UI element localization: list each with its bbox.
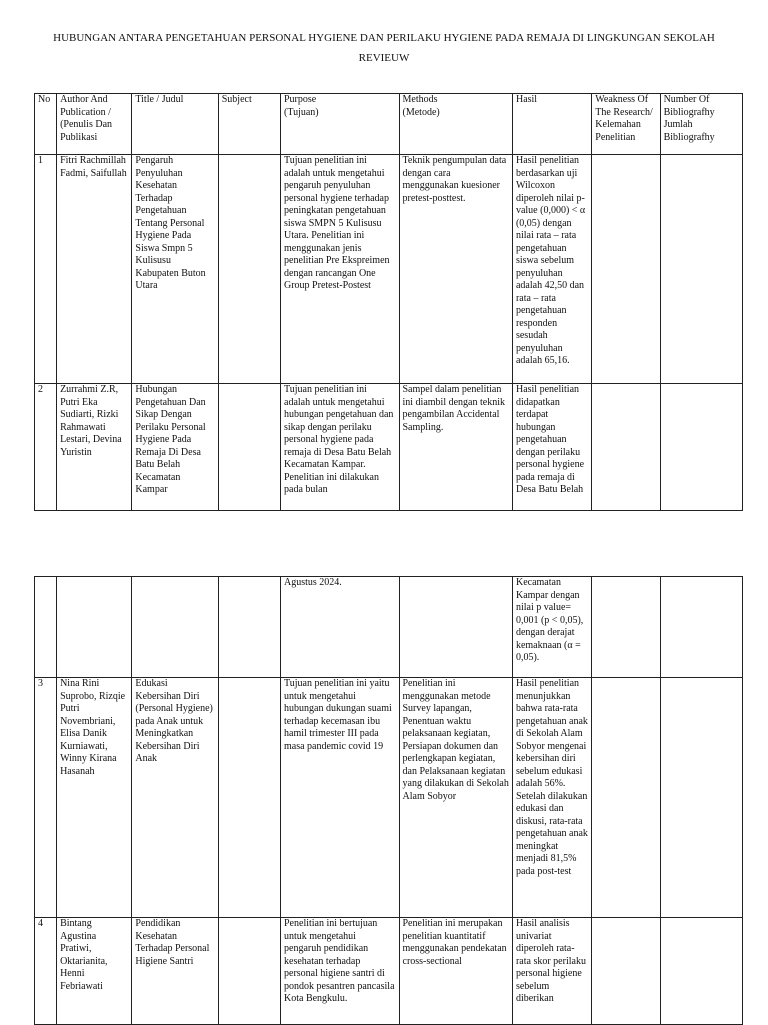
cell-author: Nina Rini Suprobo, Rizqie Putri Novembriani, Elisa Danik Kurniawati, Winny Kirana Hasanah xyxy=(57,678,132,918)
cell-methods xyxy=(399,577,512,678)
cell-hasil: Hasil penelitian didapatkan terdapat hubungan pengetahuan dengan perilaku personal hygiene pada remaja di Desa Batu Belah xyxy=(512,384,591,511)
cell-purpose: Agustus 2024. xyxy=(281,577,400,678)
cell-weakness xyxy=(592,918,660,1025)
cell-no: 4 xyxy=(35,918,57,1025)
header-subject: Subject xyxy=(218,94,280,155)
header-methods: Methods (Metode) xyxy=(399,94,512,155)
cell-author: Fitri Rachmillah Fadmi, Saifullah xyxy=(57,155,132,384)
cell-subject xyxy=(218,384,280,511)
cell-hasil: Hasil penelitian berdasarkan uji Wilcoxon diperoleh nilai p-value (0,000) < α (0,05) dengan nilai rata – rata pengetahuan siswa sebelum penyuluhan adalah 42,50 dan rata – rata pengetahuan responden sesudah penyuluhan adalah 65,16. xyxy=(512,155,591,384)
header-author: Author And Publication / (Penulis Dan Publikasi xyxy=(57,94,132,155)
cell-no: 2 xyxy=(35,384,57,511)
cell-purpose: Penelitian ini bertujuan untuk mengetahui pengaruh pendidikan kesehatan terhadap personal higiene santri di pondok pesantren pancasila Kota Bengkulu. xyxy=(281,918,400,1025)
cell-purpose: Tujuan penelitian ini adalah untuk mengetahui pengaruh penyuluhan personal hygiene terhadap peningkatan pengetahuan siswa SMPN 5 Kulisusu Utara. Penelitian ini menggunakan jenis penelitian Pre Ekspreimen dengan rancangan One Group Pretest-Postest xyxy=(281,155,400,384)
cell-number xyxy=(660,678,742,918)
cell-subject xyxy=(218,918,280,1025)
cell-weakness xyxy=(592,155,660,384)
table-row xyxy=(35,155,743,384)
cell-subject xyxy=(218,577,280,678)
cell-title: Pengaruh Penyuluhan Kesehatan Terhadap Pengetahuan Tentang Personal Hygiene Pada Siswa Smpn 5 Kulisusu Kabupaten Buton Utara xyxy=(132,155,218,384)
cell-subject xyxy=(218,678,280,918)
cell-title: Hubungan Pengetahuan Dan Sikap Dengan Perilaku Personal Hygiene Pada Remaja Di Desa Batu Belah Kecamatan Kampar xyxy=(132,384,218,511)
cell-no: 1 xyxy=(35,155,57,384)
cell-weakness xyxy=(592,384,660,511)
header-no: No xyxy=(35,94,57,155)
cell-subject xyxy=(218,155,280,384)
cell-hasil: Hasil analisis univariat diperoleh rata-rata skor perilaku personal higiene sebelum diberikan xyxy=(512,918,591,1025)
cell-title xyxy=(132,577,218,678)
cell-author xyxy=(57,577,132,678)
cell-number xyxy=(660,577,742,678)
document-subtitle: REVIEUW xyxy=(358,52,410,64)
document-title: HUBUNGAN ANTARA PENGETAHUAN PERSONAL HYGIENE DAN PERILAKU HYGIENE PADA REMAJA DI LINGKUNGAN SEKOLAH xyxy=(53,32,715,44)
table-header-row xyxy=(35,94,743,155)
cell-methods: Sampel dalam penelitian ini diambil dengan teknik pengambilan Accidental Sampling. xyxy=(399,384,512,511)
header-title: Title / Judul xyxy=(132,94,218,155)
cell-author: Bintang Agustina Pratiwi, Oktarianita, Henni Febriawati xyxy=(57,918,132,1025)
review-table-page2 xyxy=(34,576,743,1025)
cell-hasil: Kecamatan Kampar dengan nilai p value= 0,001 (p < 0,05), dengan derajat kemaknaan (α = 0,05). xyxy=(512,577,591,678)
table-row xyxy=(35,678,743,918)
cell-weakness xyxy=(592,678,660,918)
cell-number xyxy=(660,155,742,384)
cell-hasil: Hasil penelitian menunjukkan bahwa rata-rata pengetahuan anak di Sekolah Alam Sobyor mengenai kebersihan diri sebelum edukasi adalah 56%. Setelah dilakukan edukasi dan diskusi, rata-rata pengetahuan anak meningkat menjadi 81,5% pada post-test xyxy=(512,678,591,918)
header-hasil: Hasil xyxy=(512,94,591,155)
cell-number xyxy=(660,384,742,511)
cell-purpose: Tujuan penelitian ini yaitu untuk mengetahui hubungan dukungan suami terhadap kecemasan ibu hamil trimester III pada masa pandemic covid 19 xyxy=(281,678,400,918)
cell-purpose: Tujuan penelitian ini adalah untuk mengetahui hubungan pengetahuan dan sikap dengan perilaku personal hygiene pada remaja di Desa Batu Belah Kecamatan Kampar. Penelitian ini dilakukan pada bulan xyxy=(281,384,400,511)
table-row xyxy=(35,384,743,511)
table-row xyxy=(35,577,743,678)
cell-no: 3 xyxy=(35,678,57,918)
cell-methods: Penelitian ini menggunakan metode Survey lapangan, Penentuan waktu pelaksanaan kegiatan, Persiapan dokumen dan perlengkapan kegiatan, dan Pelaksanaan kegiatan yang dilakukan di Sekolah Alam Sobyor xyxy=(399,678,512,918)
cell-title: Edukasi Kebersihan Diri (Personal Hygiene) pada Anak untuk Meningkatkan Kebersihan Diri Anak xyxy=(132,678,218,918)
cell-methods: Teknik pengumpulan data dengan cara menggunakan kuesioner pretest-posttest. xyxy=(399,155,512,384)
cell-weakness xyxy=(592,577,660,678)
header-weakness: Weakness Of The Research/ Kelemahan Penelitian xyxy=(592,94,660,155)
cell-number xyxy=(660,918,742,1025)
cell-no xyxy=(35,577,57,678)
header-number: Number Of Bibliografhy Jumlah Bibliografhy xyxy=(660,94,742,155)
cell-author: Zurrahmi Z.R, Putri Eka Sudiarti, Rizki Rahmawati Lestari, Devina Yuristin xyxy=(57,384,132,511)
cell-title: Pendidikan Kesehatan Terhadap Personal Higiene Santri xyxy=(132,918,218,1025)
table-row xyxy=(35,918,743,1025)
review-table-page1 xyxy=(34,93,743,511)
header-purpose: Purpose (Tujuan) xyxy=(281,94,400,155)
cell-methods: Penelitian ini merupakan penelitian kuantitatif menggunakan pendekatan cross-sectional xyxy=(399,918,512,1025)
